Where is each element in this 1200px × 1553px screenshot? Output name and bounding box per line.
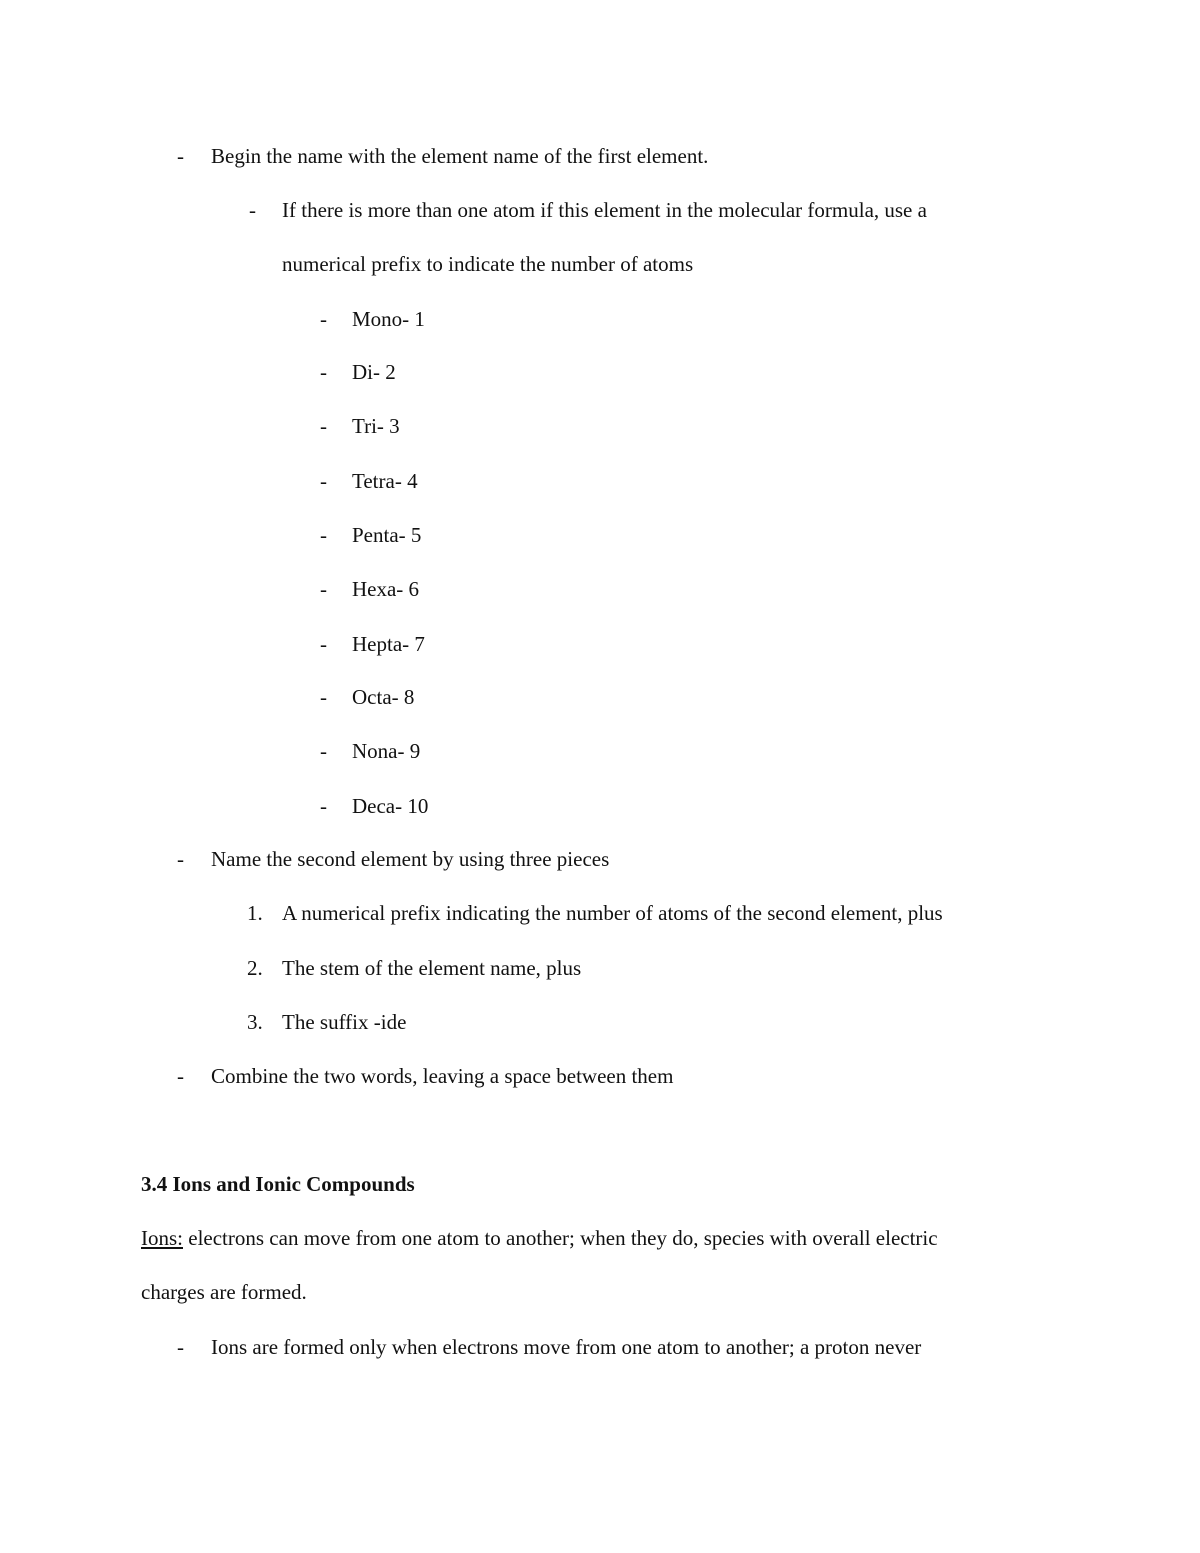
- bullet-dash: -: [320, 577, 327, 601]
- list-number: 2.: [247, 956, 263, 980]
- numbered-item: The suffix -ide: [282, 1010, 407, 1034]
- ions-bullet-1: Ions are formed only when electrons move from one atom to another; a proton never: [211, 1335, 922, 1359]
- bullet-dash: -: [320, 360, 327, 384]
- prefix-item: Hepta- 7: [352, 632, 425, 656]
- sub-item-line-2: numerical prefix to indicate the number of atoms: [282, 252, 694, 276]
- ions-definition-line-1: [141, 1225, 938, 1251]
- bullet-dash: -: [177, 847, 184, 871]
- prefix-item: Di- 2: [352, 360, 396, 384]
- prefix-item: Mono- 1: [352, 307, 425, 331]
- prefix-item: Penta- 5: [352, 523, 422, 547]
- bullet-dash: -: [320, 739, 327, 763]
- bullet-dash: -: [177, 1064, 184, 1088]
- bullet-dash: -: [320, 414, 327, 438]
- prefix-item: Tri- 3: [352, 414, 400, 438]
- bullet-dash: -: [320, 307, 327, 331]
- list-number: 1.: [247, 901, 263, 925]
- ions-definition-line-2: charges are formed.: [141, 1280, 307, 1304]
- numbered-item: A numerical prefix indicating the number of atoms of the second element, plus: [282, 901, 943, 925]
- bullet-dash: -: [320, 632, 327, 656]
- bullet-dash: -: [320, 685, 327, 709]
- sub-item-line-1: If there is more than one atom if this element in the molecular formula, use a: [282, 198, 927, 222]
- bullet-dash: -: [320, 794, 327, 818]
- bullet-dash: -: [320, 469, 327, 493]
- list-item-combine: Combine the two words, leaving a space between them: [211, 1064, 674, 1088]
- prefix-item: Nona- 9: [352, 739, 421, 763]
- bullet-dash: -: [177, 144, 184, 168]
- prefix-item: Deca- 10: [352, 794, 429, 818]
- numbered-item: The stem of the element name, plus: [282, 956, 582, 980]
- section-heading: 3.4 Ions and Ionic Compounds: [141, 1172, 415, 1196]
- prefix-item: Octa- 8: [352, 685, 415, 709]
- term-ions: Ions:: [141, 1226, 183, 1250]
- bullet-dash: -: [177, 1335, 184, 1359]
- bullet-dash: -: [320, 523, 327, 547]
- definition-text: electrons can move from one atom to another; when they do, species with overall electric: [183, 1226, 938, 1250]
- list-item-begin-name: Begin the name with the element name of the first element.: [211, 144, 709, 168]
- prefix-item: Tetra- 4: [352, 469, 418, 493]
- prefix-item: Hexa- 6: [352, 577, 420, 601]
- list-number: 3.: [247, 1010, 263, 1034]
- list-item-second-element: Name the second element by using three pieces: [211, 847, 610, 871]
- bullet-dash: -: [249, 198, 256, 222]
